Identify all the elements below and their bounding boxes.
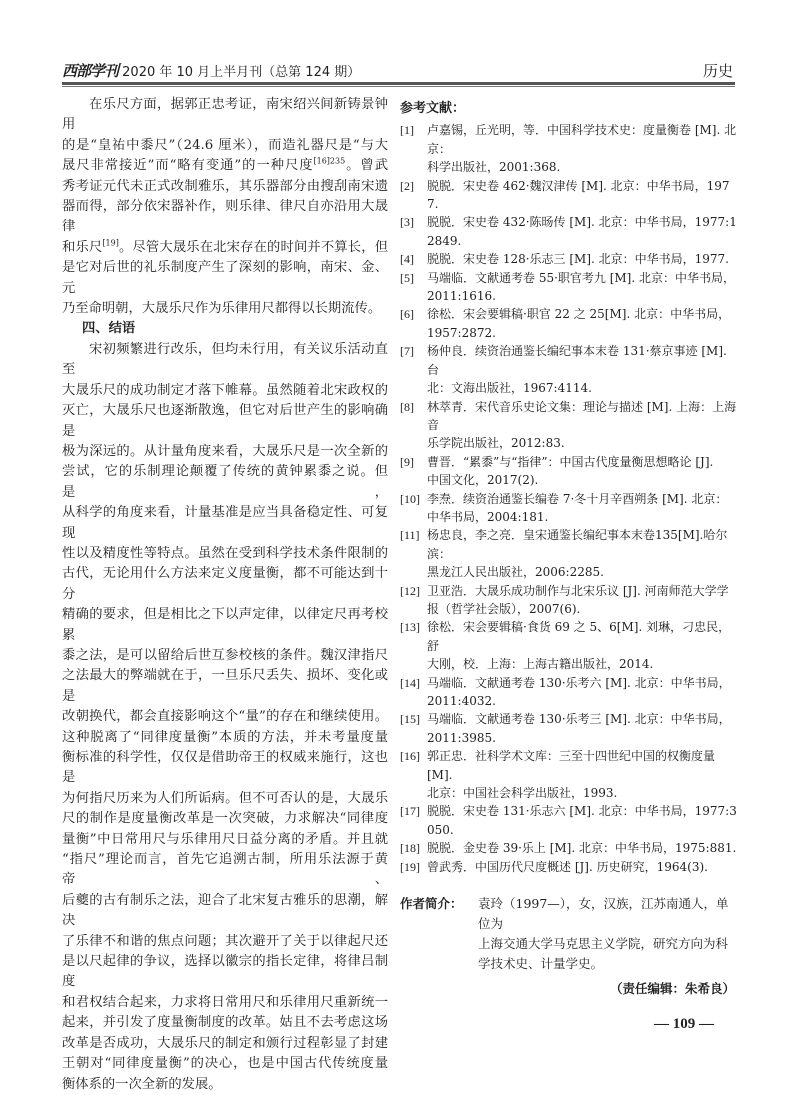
reference-number: [17] xyxy=(400,804,420,819)
reference-number: [10] xyxy=(400,491,420,506)
reference-line: 卢嘉锡，丘光明，等．中国科学技术史：度量衡卷 [M]. 北京： xyxy=(427,123,737,156)
reference-line: 杨仲良．续资治通鉴长编纪事本末卷 131·蔡京事迹 [M]. 台 xyxy=(427,344,727,377)
reference-line: 脱脱．金史卷 39·乐上 [M]. 北京：中华书局，1975:881. xyxy=(427,841,737,856)
reference-line: 李焘．续资治通鉴长编卷 7·冬十月辛酉朔条 [M]. 北京： xyxy=(427,491,728,506)
reference-number: [19] xyxy=(400,859,420,874)
reference-list xyxy=(400,121,737,876)
reference-line: 乐学院出版社，2012:83. xyxy=(427,436,565,451)
citation: [16]235 xyxy=(313,156,346,166)
reference-line: 马端临．文献通考卷 130·乐考三 [M]. 北京：中华书局， xyxy=(427,712,731,727)
reference-line: 脱脱．宋史卷 128·乐志三 [M]. 北京：中华书局，1977. xyxy=(427,252,729,267)
reference-line: 马端临．文献通考卷 130·乐考六 [M]. 北京：中华书局， xyxy=(427,675,731,690)
author-bio-line: 学技术史、计量学史。 xyxy=(478,956,604,972)
reference-item xyxy=(400,674,737,711)
text-span: 。曾武 xyxy=(345,158,388,174)
reference-line: 郭正忠．社科学术文库：三至十四世纪中国的权衡度量 [M]. xyxy=(427,749,716,782)
page-number: — 109 — xyxy=(654,1016,714,1032)
reference-number: [13] xyxy=(400,620,420,635)
text-line xyxy=(62,156,388,176)
reference-item xyxy=(400,490,737,527)
text-line: 秀考证元代未正式改制雅乐，其乐器部分由搜刮南宋遗 xyxy=(62,178,388,194)
reference-line: 黑龙江人民出版社，2006:2285. xyxy=(427,565,604,580)
running-header xyxy=(62,60,735,82)
reference-item xyxy=(400,710,737,747)
reference-line: 卫亚浩．大晟乐成功制作与北宋乐议 [J]. 河南师范大学学 xyxy=(427,583,729,598)
text-line: 宋初频繁进行改乐，但均未行用，有关议乐活动直至 xyxy=(62,341,388,378)
reference-line: 脱脱．宋史卷 432·陈旸传 [M]. 北京：中华书局，1977:12849. xyxy=(427,215,737,248)
reference-line: 北京：中国社会科学出版社，1993. xyxy=(427,786,618,801)
text-line: 改革是否成功，大晟乐尺的制定和颁行过程彰显了封建 xyxy=(62,1035,388,1051)
text-span: 晟尺非常接近”而“略有变通”的一种尺度 xyxy=(62,158,314,174)
text-line: 量衡”中日常用尺与乐律用尺日益分离的矛盾。并且就 xyxy=(62,831,388,847)
reference-item xyxy=(400,618,737,673)
reference-line: 曾武秀．中国历代尺度概述 [J]. 历史研究，1964(3). xyxy=(427,859,708,874)
reference-number: [15] xyxy=(400,712,420,727)
reference-number: [12] xyxy=(400,583,420,598)
reference-line: 脱脱．宋史卷 462·魏汉津传 [M]. 北京：中华书局，1977. xyxy=(427,178,730,212)
body-text-column xyxy=(62,95,388,1095)
header-rule-thin xyxy=(62,86,735,87)
references-heading: 参考文献： xyxy=(400,101,466,116)
text-line: 黍之法，是可以留给后世互参校核的条件。魏汉津指尺 xyxy=(62,647,388,663)
section-label: 历史 xyxy=(702,62,733,80)
reference-item xyxy=(400,839,737,857)
author-bio xyxy=(400,894,737,974)
text-line: 是以尺起律的争议，选择以徽宗的指长定律，将律吕制度 xyxy=(62,954,388,990)
text-line: 极为深远的。从计量角度来看，大晟乐尺是一次全新的 xyxy=(62,443,388,459)
text-span: 。尽管大晟乐在北宋存在的时间并不算长，但 xyxy=(118,239,389,255)
reference-item xyxy=(400,250,737,268)
reference-number: [18] xyxy=(400,841,420,856)
reference-line: 杨忠良，李之亮．皇宋通鉴长编纪事本末卷135[M].哈尔滨： xyxy=(427,528,728,561)
text-line: 在乐尺方面，据郭正忠考证，南宋绍兴间新铸景钟用 xyxy=(62,97,388,133)
text-line: 性以及精度性等特点。虽然在受到科学技术条件限制的 xyxy=(62,545,388,561)
text-line: 王朝对“同律度量衡”的决心，也是中国古代传统度量 xyxy=(62,1056,388,1072)
text-line: 衡体系的一次全新的发展。 xyxy=(62,1076,222,1092)
reference-item xyxy=(400,398,737,453)
reference-line: 中华书局，2004:181. xyxy=(427,509,549,524)
text-line: 之法最大的弊端就在于，一旦乐尺丢失、损坏、变化或是 xyxy=(62,668,388,704)
reference-line: 北：文海出版社，1967:4114. xyxy=(427,381,592,396)
reference-number: [5] xyxy=(400,270,414,285)
reference-line: 2011:3985. xyxy=(427,730,496,745)
text-line: 这种脱离了“同律度量衡”本质的方法，并未考量度量 xyxy=(62,729,388,745)
reference-line: 林萃青．宋代音乐史论文集：理论与描述 [M]. 上海：上海音 xyxy=(427,399,737,432)
journal-logo: 西部学刊 xyxy=(62,62,119,80)
text-line: 古代，无论用什么方法来定义度量衡，都不可能达到十分 xyxy=(62,566,388,602)
reference-line: 报（哲学社会版），2007(6). xyxy=(427,601,581,616)
reference-number: [3] xyxy=(400,215,414,230)
reference-line: 脱脱．宋史卷 131·乐志六 [M]. 北京：中华书局，1977:3050. xyxy=(427,804,737,837)
text-line: 灭亡，大晟乐尺也逐渐散逸，但它对后世产生的影响确是 xyxy=(62,403,388,439)
text-line: 了乐律不和谐的焦点问题；其次避开了关于以律起尺还 xyxy=(62,933,388,949)
text-line: 为何指尺历来为人们所诟病。但不可否认的是，大晟乐 xyxy=(62,790,388,806)
editor-credit: （责任编辑：朱希良） xyxy=(609,981,735,997)
citation: [19] xyxy=(102,238,119,248)
reference-item xyxy=(400,802,737,839)
text-line: 是它对后世的礼乐制度产生了深刻的影响，南宋、金、元 xyxy=(62,260,388,296)
text-line: 后夔的古有制乐之法，迎合了北宋复古雅乐的思潮，解决 xyxy=(62,892,388,929)
text-line: 和君权结合起来，力求将日常用尺和乐律用尺重新统一 xyxy=(62,994,388,1010)
reference-item xyxy=(400,858,737,876)
text-line: 器而得，部分依宋器补作，则乐律、律尺自亦沿用大晟律 xyxy=(62,199,388,235)
reference-item xyxy=(400,121,737,176)
text-line xyxy=(62,238,388,258)
reference-item xyxy=(400,342,737,397)
header-rule xyxy=(62,82,735,85)
reference-line: 2011:1616. xyxy=(427,289,496,304)
reference-item xyxy=(400,747,737,802)
text-line: “指尺”理论而言，首先它追溯古制，所用乐法源于黄帝、 xyxy=(62,852,388,888)
reference-number: [4] xyxy=(400,252,414,267)
reference-line: 中国文化，2017(2). xyxy=(427,473,539,488)
reference-number: [9] xyxy=(400,454,414,469)
reference-number: [7] xyxy=(400,344,414,359)
section-heading: 四、结语 xyxy=(82,321,136,337)
reference-line: 大刚，校．上海：上海古籍出版社，2014. xyxy=(427,657,654,672)
reference-number: [14] xyxy=(400,675,420,690)
references-column xyxy=(400,100,737,998)
text-line: 大晟乐尺的成功制定才落下帷幕。虽然随着北宋政权的 xyxy=(62,382,388,398)
paragraph-1 xyxy=(62,95,388,319)
reference-number: [1] xyxy=(400,123,414,138)
reference-item xyxy=(400,582,737,619)
reference-item xyxy=(400,453,737,490)
text-line: 尝试，它的乐制理论颠覆了传统的黄钟累黍之说。但是， xyxy=(62,464,388,500)
reference-number: [6] xyxy=(400,307,414,322)
reference-line: 1957:2872. xyxy=(427,325,496,340)
reference-item xyxy=(400,269,737,306)
text-span: 和乐尺 xyxy=(62,239,103,255)
text-line: 精确的要求，但是相比之下以声定律，以律定尺再考校累 xyxy=(62,607,388,643)
issue-info: 2020 年 10 月上半月刊（总第 124 期） xyxy=(122,65,361,80)
reference-item xyxy=(400,213,737,250)
author-bio-line: 袁玲（1997—），女，汉族，江苏南通人，单位为 xyxy=(478,896,729,932)
text-line: 的是“皇祐中黍尺”（24.6 厘米），而造礼器尺是“与大 xyxy=(62,137,388,153)
reference-line: 曹晋．“累黍”与“指律”：中国古代度量衡思想略论 [J]. xyxy=(427,454,714,469)
reference-item xyxy=(400,177,737,214)
reference-line: 徐松．宋会要辑稿·食货 69 之 5、6[M]. 刘琳，刁忠民，舒 xyxy=(427,620,731,653)
text-line: 衡标准的科学性，仅仅是借助帝王的权威来施行，这也是 xyxy=(62,750,388,786)
text-line: 从科学的角度来看，计量基准是应当具备稳定性、可复现 xyxy=(62,505,388,541)
reference-line: 马端临．文献通考卷 55·职官考九 [M]. 北京：中华书局， xyxy=(427,270,735,285)
text-line: 尺的制作是度量衡改革是一次突破，力求解决“同律度 xyxy=(62,811,388,827)
text-line: 改朝换代，都会直接影响这个“量”的存在和继续使用。 xyxy=(62,709,388,725)
reference-number: [11] xyxy=(400,528,420,543)
text-line: 起来，并引发了度量衡制度的改革。姑且不去考虑这场 xyxy=(62,1015,388,1031)
author-bio-label: 作者简介： xyxy=(400,896,463,912)
reference-item xyxy=(400,526,737,581)
reference-number: [8] xyxy=(400,399,414,414)
reference-number: [16] xyxy=(400,749,420,764)
reference-line: 2011:4032. xyxy=(427,694,496,708)
reference-number: [2] xyxy=(400,178,414,193)
author-bio-line: 上海交通大学马克思主义学院，研究方向为科 xyxy=(478,936,729,952)
reference-line: 徐松．宋会要辑稿·职官 22 之 25[M]. 北京：中华书局， xyxy=(427,307,731,322)
reference-item xyxy=(400,305,737,342)
text-line: 乃至命明朝，大晟乐尺作为乐律用尺都得以长期流传。 xyxy=(62,301,382,317)
paragraph-2 xyxy=(62,340,388,1095)
reference-line: 科学出版社，2001:368. xyxy=(427,160,561,175)
